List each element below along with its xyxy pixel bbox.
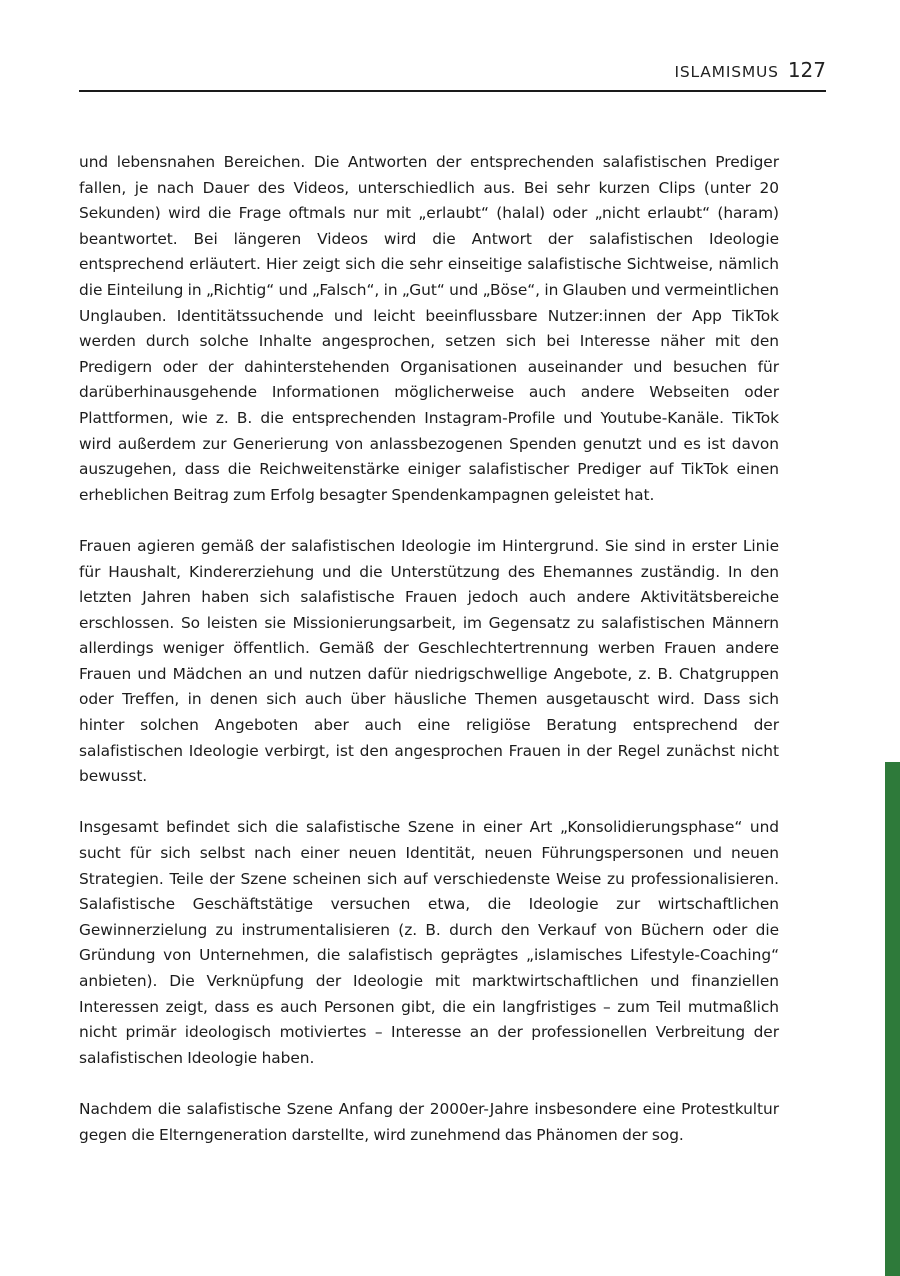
paragraph-tiktok: und lebensnahen Bereichen. Die Antworten der entsprechenden salafistischen Prediger fallen, je nach Dauer des Videos, unterschiedlich aus. Bei sehr kurzen Clips (unter 20 Sekunden) wird die Frage oftmals nur mit „erlaubt“ (halal) oder „nicht erlaubt“ (haram) beantwortet. Bei längeren Videos wird die Antwort der salafistischen Ideologie entsprechend erläutert. Hier zeigt sich die sehr einseitige salafistische Sichtweise, nämlich die Einteilung in „Richtig“ und „Falsch“, in „Gut“ und „Böse“, in Glauben und vermeintlichen Unglauben. Identitätssuchende und leicht beeinflussbare Nutzer:innen der App TikTok werden durch solche Inhalte angesprochen, setzen sich bei Interesse näher mit den Predigern oder der dahinterstehenden Organisationen auseinander und besuchen für darüberhinausgehende Informationen möglicherweise auch andere Webseiten oder Plattformen, wie z. B. die entsprechenden Instagram-Profile und Youtube-Kanäle. TikTok wird außerdem zur Generierung von anlassbezogenen Spenden genutzt und es ist davon auszugehen, dass die Reichweitenstärke einiger salafistischer Prediger auf TikTok einen erheblichen Beitrag zum Erfolg besagter Spendenkampagnen geleistet hat.: [79, 153, 779, 504]
running-header: [79, 56, 826, 92]
chapter-tab-bar: [885, 762, 900, 1276]
page-number: 127: [787, 58, 826, 82]
header-right: [674, 58, 826, 82]
paragraph-frauen: Frauen agieren gemäß der salafistischen Ideologie im Hintergrund. Sie sind in erster Linie für Haushalt, Kindererziehung und die Unterstützung des Ehemannes zuständig. In den letzten Jahren haben sich salafistische Frauen jedoch auch andere Aktivitätsbereiche erschlossen. So leisten sie Missionierungsarbeit, im Gegensatz zu salafistischen Männern allerdings weniger öffentlich. Gemäß der Geschlechtertrennung werben Frauen andere Frauen und Mädchen an und nutzen dafür niedrigschwellige Angebote, z. B. Chatgruppen oder Treffen, in denen sich auch über häusliche Themen ausgetauscht wird. Dass sich hinter solchen Angeboten aber auch eine religiöse Beratung entsprechend der salafistischen Ideologie verbirgt, ist den angesprochen Frauen in der Regel zunächst nicht bewusst.: [79, 536, 779, 786]
body-text: [79, 150, 779, 1148]
paragraph-protestkultur: Nachdem die salafistische Szene Anfang der 2000er-Jahre insbesondere eine Protestkultur gegen die Elterngeneration darstellte, wird zunehmend das Phänomen der sog.: [79, 1099, 779, 1144]
section-title: ISLAMISMUS: [674, 63, 779, 81]
paragraph-konsolidierung: Insgesamt befindet sich die salafistische Szene in einer Art „Konsolidierungsphase“ und sucht für sich selbst nach einer neuen Identität, neuen Führungspersonen und neuen Strategien. Teile der Szene scheinen sich auf verschiedenste Weise zu professionalisieren. Salafistische Geschäftstätige versuchen etwa, die Ideologie zur wirtschaftlichen Gewinnerzielung zu instrumentalisieren (z. B. durch den Verkauf von Büchern oder die Gründung von Unternehmen, die salafistisch geprägtes „islamisches Lifestyle-Coaching“ anbieten). Die Verknüpfung der Ideologie mit marktwirtschaftlichen und finanziellen Interessen zeigt, dass es auch Personen gibt, die ein langfristiges – zum Teil mutmaßlich nicht primär ideologisch motiviertes – Interesse an der professionellen Verbreitung der salafistischen Ideologie haben.: [79, 818, 779, 1067]
